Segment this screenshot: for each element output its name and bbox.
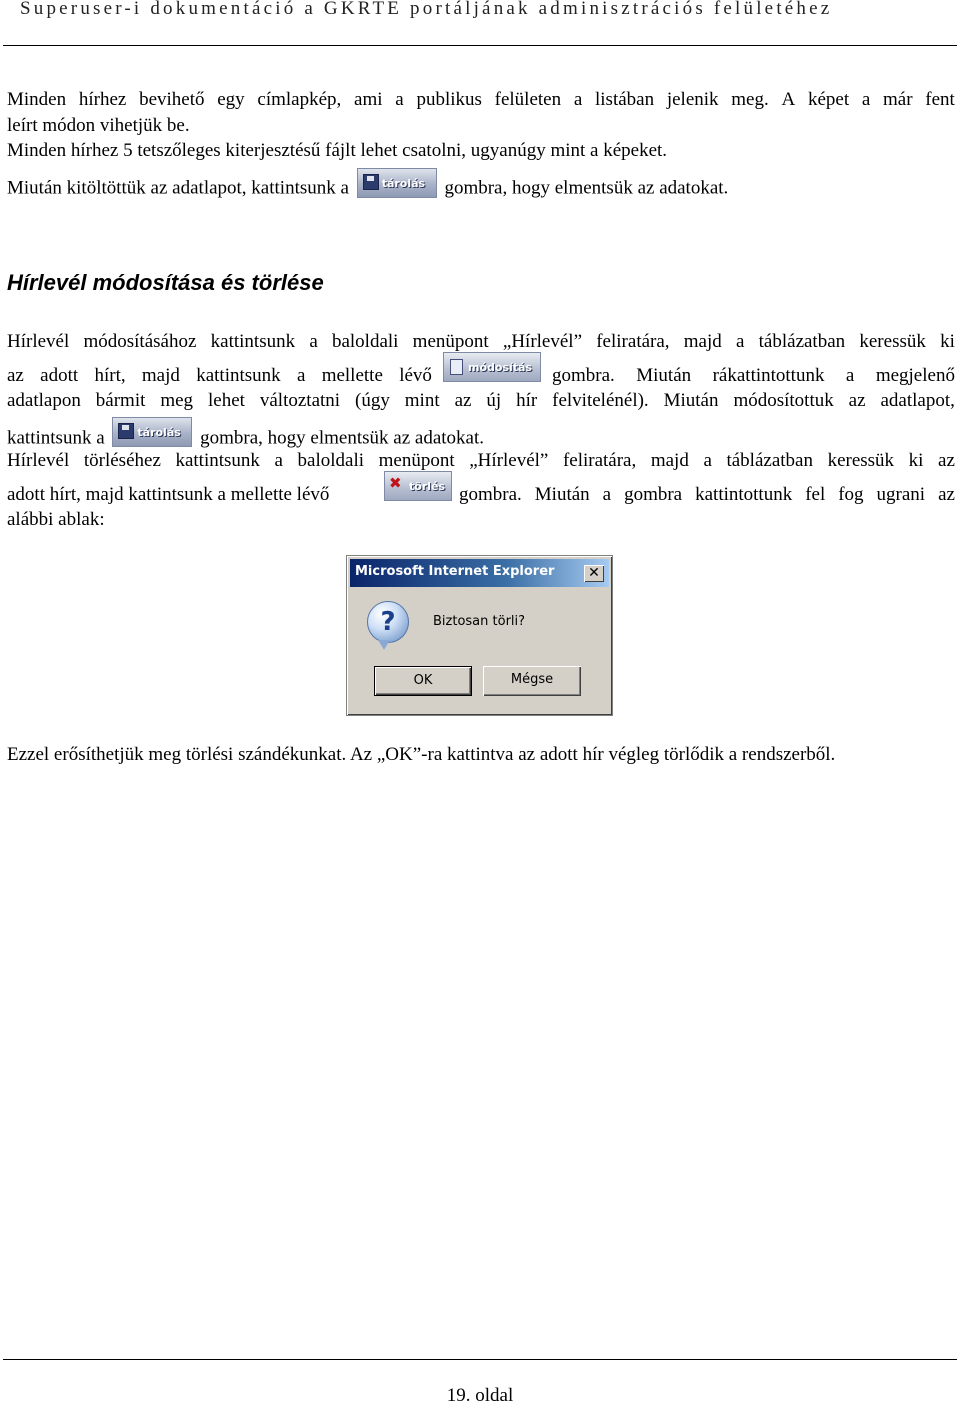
- word: a: [602, 484, 612, 505]
- word: fel: [805, 484, 826, 505]
- word: felvitelénél).: [552, 390, 649, 411]
- store-button-2[interactable]: [112, 417, 192, 447]
- word: mint: [404, 390, 440, 411]
- section-line-7: alábbi ablak:: [7, 509, 105, 530]
- word: a: [845, 365, 855, 386]
- word: kattintsunk: [210, 331, 296, 352]
- word: baloldali: [297, 450, 365, 471]
- confirm-dialog: [346, 555, 613, 716]
- word: a: [274, 450, 283, 471]
- section-line-2a: [7, 364, 432, 388]
- word: kattintsunk: [175, 450, 260, 471]
- word: mellette: [321, 365, 383, 386]
- word: a: [861, 89, 871, 110]
- word: módosításához: [83, 331, 197, 352]
- section-line-1: [7, 330, 955, 354]
- intro-line-2: leírt módon vihetjük be.: [7, 115, 190, 136]
- word: megjelenő: [875, 365, 955, 386]
- word: gombra: [624, 484, 683, 505]
- modify-button[interactable]: [443, 352, 541, 382]
- word: törléséhez: [83, 450, 161, 471]
- floppy-disk-icon: [363, 174, 379, 190]
- word: a: [296, 365, 306, 386]
- word: kattintottunk: [695, 484, 793, 505]
- word: menüpont: [378, 450, 455, 471]
- word: adott: [40, 365, 79, 386]
- word: rákattintottunk: [712, 365, 825, 386]
- word: Minden: [7, 89, 67, 110]
- intro-line-1: [7, 88, 955, 112]
- section-line-4-after: gombra, hogy elmentsük az adatokat.: [200, 427, 484, 449]
- dialog-title: Microsoft Internet Explorer: [355, 564, 555, 579]
- word: változtatni: [259, 390, 341, 411]
- floppy-disk-icon: [118, 423, 134, 439]
- word: ami: [354, 89, 383, 110]
- section-line-6b: [459, 483, 955, 507]
- word: címlapkép,: [257, 89, 342, 110]
- header-title: Superuser-i dokumentáció a GKRTE portáljának adminisztrációs felületéhez: [20, 0, 833, 19]
- word: majd: [650, 450, 689, 471]
- word: menüpont: [412, 331, 489, 352]
- word: az: [454, 390, 472, 411]
- section-line-3: [7, 389, 955, 413]
- word: „Hírlevél”: [502, 331, 583, 352]
- word: a: [735, 331, 745, 352]
- dialog-title-bar: [350, 559, 609, 587]
- word: ugrani: [876, 484, 926, 505]
- intro-line-3: Minden hírhez 5 tetszőleges kiterjesztésű fájlt lehet csatolni, ugyanúgy mint a képeket.: [7, 140, 668, 161]
- word: ki: [908, 450, 924, 471]
- word: az: [7, 365, 24, 386]
- cancel-button[interactable]: Mégse: [483, 666, 581, 696]
- word: baloldali: [331, 331, 399, 352]
- question-icon: ?: [367, 601, 409, 643]
- word: keressük: [859, 331, 926, 352]
- word: táblázatban: [726, 450, 813, 471]
- word: ki: [940, 331, 955, 352]
- word: keressük: [827, 450, 895, 471]
- word: meg: [160, 390, 194, 411]
- word: majd: [683, 331, 722, 352]
- word: A: [781, 89, 796, 110]
- word: módosítottuk: [733, 390, 834, 411]
- word: a: [395, 89, 404, 110]
- dialog-message: Biztosan törli?: [433, 614, 526, 629]
- word: adatlapot,: [880, 390, 955, 411]
- word: hírt,: [94, 365, 126, 386]
- section-line-6a: adott hírt, majd kattintsunk a mellette lévő: [7, 484, 330, 505]
- intro-line-4: [7, 174, 728, 204]
- word: bevihető: [139, 89, 205, 110]
- word: a: [703, 450, 712, 471]
- word: az: [848, 390, 866, 411]
- word: meg.: [731, 89, 769, 110]
- store-button-label: tárolás: [381, 177, 426, 190]
- word: hírhez: [78, 89, 127, 110]
- closing-paragraph: Ezzel erősíthetjük meg törlési szándékunkat. Az „OK”-ra kattintva az adott hír végleg törlődik a rendszerből.: [7, 744, 836, 765]
- word: táblázatban: [758, 331, 846, 352]
- word: „Hírlevél”: [469, 450, 549, 471]
- word: fog: [838, 484, 864, 505]
- intro-line-4-before: Miután kitöltöttük az adatlapot, kattintsunk a: [7, 177, 349, 199]
- word: kattintsunk: [196, 365, 281, 386]
- word: gombra.: [552, 365, 615, 386]
- word: majd: [141, 365, 180, 386]
- word: egy: [217, 89, 245, 110]
- section-title: Hírlevél módosítása és törlése: [7, 270, 324, 295]
- word: jelenik: [666, 89, 719, 110]
- section-line-5: [7, 449, 955, 473]
- word: képet: [807, 89, 850, 110]
- word: a: [573, 89, 583, 110]
- word: feliratára,: [596, 331, 670, 352]
- ok-button[interactable]: OK: [374, 666, 472, 696]
- word: az: [938, 484, 955, 505]
- modify-button-label: módosítás: [468, 361, 532, 374]
- word: hír: [516, 390, 538, 411]
- word: már: [883, 89, 913, 110]
- word: felületen: [494, 89, 562, 110]
- section-line-4-before: kattintsunk a: [7, 427, 105, 449]
- delete-button-label: törlés: [409, 480, 446, 493]
- delete-x-icon: ✖: [389, 474, 402, 492]
- word: feliratára,: [562, 450, 637, 471]
- word: adatlapon: [7, 390, 81, 411]
- close-icon[interactable]: ✕: [584, 565, 604, 582]
- store-button-2-label: tárolás: [137, 426, 181, 439]
- word: listában: [595, 89, 655, 110]
- intro-line-4-after: gombra, hogy elmentsük az adatokat.: [444, 177, 729, 199]
- word: Miután: [663, 390, 719, 411]
- page-number: 19. oldal: [446, 1385, 514, 1406]
- word: a: [309, 331, 318, 352]
- word: lehet: [208, 390, 245, 411]
- header-rule: [3, 45, 957, 46]
- word: Hírlevél: [7, 331, 70, 352]
- word: gombra.: [459, 484, 522, 505]
- store-button[interactable]: [357, 168, 437, 198]
- word: új: [486, 390, 502, 411]
- word: Miután: [534, 484, 590, 505]
- word: bármit: [95, 390, 146, 411]
- section-line-2b: [552, 364, 955, 388]
- document-icon: [450, 359, 463, 375]
- delete-button[interactable]: [384, 471, 452, 501]
- word: Hírlevél: [7, 450, 70, 471]
- word: fent: [925, 89, 955, 110]
- word: Miután: [636, 365, 692, 386]
- word: (úgy: [355, 390, 390, 411]
- footer-rule: [3, 1359, 957, 1360]
- word: publikus: [416, 89, 482, 110]
- word: az: [938, 450, 955, 471]
- word: lévő: [399, 365, 432, 386]
